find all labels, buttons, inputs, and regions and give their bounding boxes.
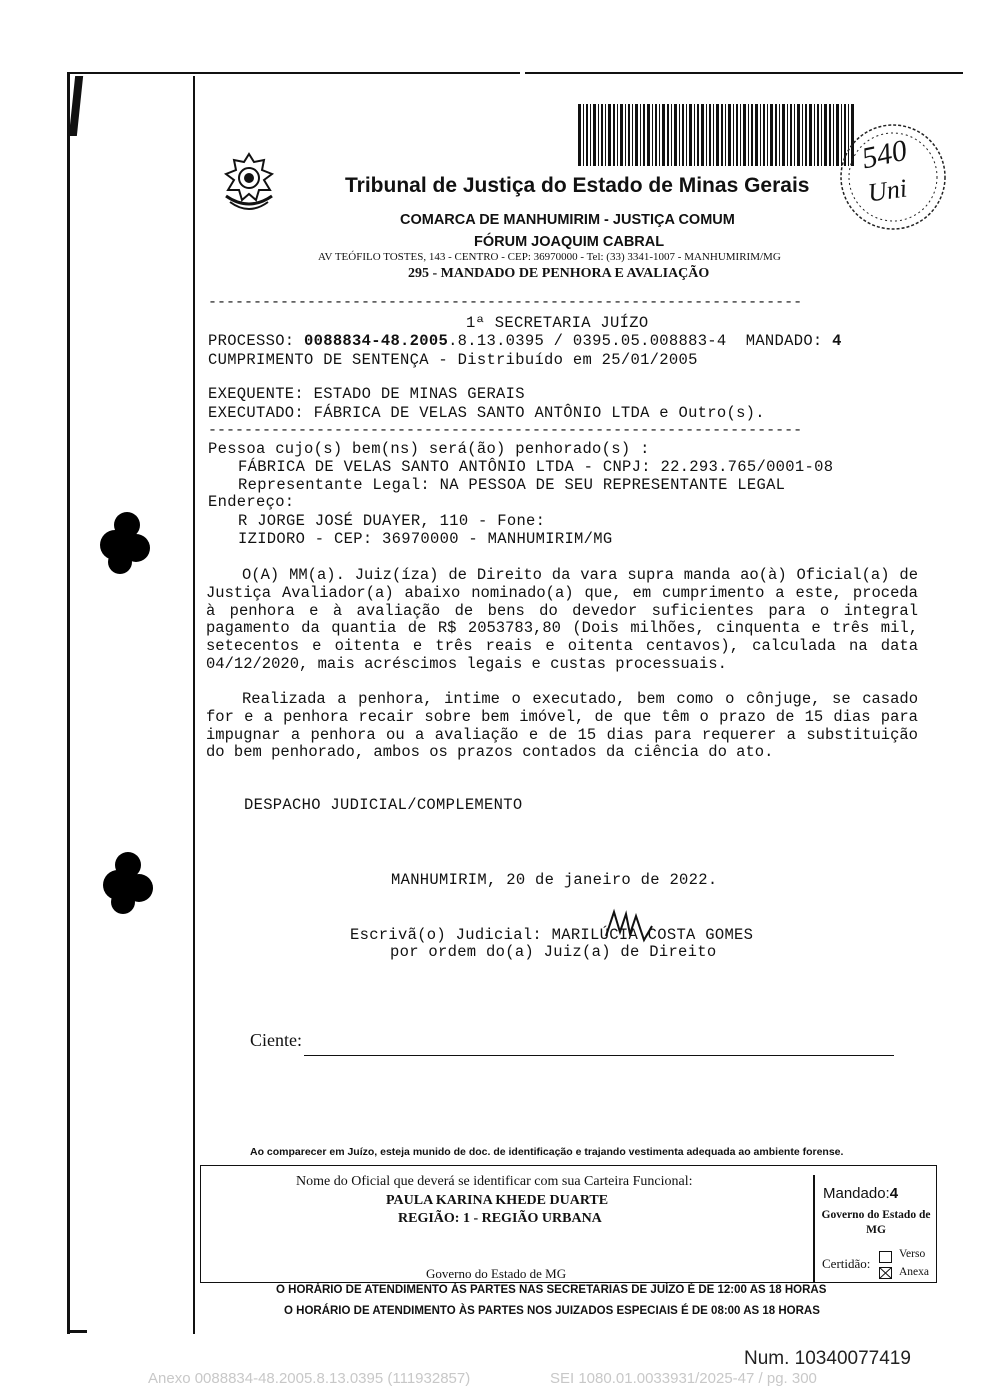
place-date: MANHUMIRIM, 20 de janeiro de 2022. (391, 871, 718, 889)
sei-reference: SEI 1080.01.0033931/2025-47 / pg. 300 (550, 1370, 817, 1387)
processo-rest: .8.13.0395 / 0395.05.008883-4 (448, 332, 727, 350)
document-type: 295 - MANDADO DE PENHORA E AVALIAÇÃO (408, 266, 710, 281)
court-address: AV TEÓFILO TOSTES, 143 - CENTRO - CEP: 36970000 - Tel: (33) 3341-1007 - MANHUMIRIM/MG (318, 251, 781, 263)
punch-hole-top (100, 512, 152, 574)
bottom-left-mark (67, 1330, 87, 1333)
verso-checkbox[interactable] (879, 1251, 892, 1263)
officer-box-divider (813, 1175, 815, 1283)
mandado-number: 4 (832, 332, 842, 350)
anexa-checkbox[interactable] (879, 1267, 892, 1279)
mandado-box-gov: Governo do Estado de MG (821, 1209, 931, 1236)
mandado-box-line (823, 1185, 898, 1202)
forum: FÓRUM JOAQUIM CABRAL (474, 234, 665, 250)
pessoa-company: FÁBRICA DE VELAS SANTO ANTÔNIO LTDA - CNPJ: 22.293.765/0001-08 (238, 458, 834, 476)
endereco-label: Endereço: (208, 493, 295, 511)
mandado-label: MANDADO: (745, 332, 823, 350)
stamp-number: 540 (858, 133, 910, 176)
pessoa-heading: Pessoa cujo(s) bem(ns) será(ão) penhorado(s) : (208, 440, 650, 458)
despacho: DESPACHO JUDICIAL/COMPLEMENTO (244, 796, 523, 814)
inner-margin-line (193, 76, 195, 1334)
por-ordem: por ordem do(a) Juiz(a) de Direito (390, 943, 717, 961)
left-margin-line (67, 72, 70, 1334)
document-num: Num. 10340077419 (744, 1348, 911, 1369)
officer-name: PAULA KARINA KHEDE DUARTE (386, 1193, 609, 1208)
officer-regiao: REGIÃO: 1 - REGIÃO URBANA (398, 1211, 602, 1226)
paragraph-order: O(A) MM(a). Juiz(íza) de Direito da vara supra manda ao(à) Oficial(a) de Justiça Avaliador(a) abaixo nominado(a) que, em cumprimento a este, proceda à penhora e à avaliação de bens do devedor suficientes para o integral pagamento da quantia de R$ 2053783,80 (Dois milhões, cinquenta e três mil, setecentos e oitenta e três reais e oitenta centavos), calculada na data 04/12/2020, mais acréscimos legais e custas processuais. (206, 566, 918, 673)
anexa-label: Anexa (899, 1266, 930, 1278)
top-border-right (525, 72, 963, 74)
handwritten-signature (600, 906, 660, 946)
executado: EXECUTADO: FÁBRICA DE VELAS SANTO ANTÔNIO LTDA e Outro(s). (208, 404, 765, 422)
processo-label: PROCESSO: (208, 332, 295, 350)
stamp (832, 118, 954, 236)
exequente: EXEQUENTE: ESTADO DE MINAS GERAIS (208, 385, 525, 403)
escriva: Escrivã(o) Judicial: MARILÚCIA COSTA GOMES (350, 926, 754, 944)
ciente-label: Ciente: (250, 1030, 302, 1050)
endereco-line1: R JORGE JOSÉ DUAYER, 110 - Fone: (238, 512, 546, 530)
anexo-reference: Anexo 0088834-48.2005.8.13.0395 (111932857) (148, 1370, 471, 1387)
court-name: Tribunal de Justiça do Estado de Minas Gerais (345, 174, 810, 197)
notice: Ao comparecer em Juízo, esteja munido de doc. de identificação e trajando vestimenta adequada ao ambiente forense. (250, 1146, 844, 1158)
verso-label: Verso (899, 1248, 926, 1260)
ciente-signature-line[interactable] (304, 1055, 894, 1056)
top-border-left (67, 72, 520, 74)
officer-footer: Governo do Estado de MG (426, 1266, 567, 1281)
separator-top: ------------------------------------------------------------------ (208, 294, 803, 311)
comarca: COMARCA DE MANHUMIRIM - JUSTIÇA COMUM (400, 212, 735, 228)
separator-middle: ------------------------------------------------------------------ (208, 422, 803, 439)
hours-line1: O HORÁRIO DE ATENDIMENTO ÀS PARTES NAS SECRETARIAS DE JUÍZO É DE 12:00 AS 18 HORAS (276, 1284, 827, 1296)
hours-line2: O HORÁRIO DE ATENDIMENTO ÀS PARTES NOS JUIZADOS ESPECIAIS É DE 08:00 AS 18 HORAS (284, 1305, 820, 1317)
secretaria: 1ª SECRETARIA JUÍZO (466, 314, 649, 332)
margin-mark (69, 76, 83, 136)
mandado-box-number: 4 (889, 1185, 899, 1202)
endereco-line2: IZIDORO - CEP: 36970000 - MANHUMIRIM/MG (238, 530, 613, 548)
cumprimento: CUMPRIMENTO DE SENTENÇA - Distribuído em 25/01/2005 (208, 351, 698, 369)
coat-of-arms-icon (218, 150, 280, 216)
paragraph-intimacao: Realizada a penhora, intime o executado, bem como o cônjuge, se casado for e a penhora recair sobre bem imóvel, de que têm o prazo de 15 dias para impugnar a penhora ou a avaliação e de 15 dias para requerer a substituição do bem penhorado, ambos os prazos contados da ciência do ato. (206, 690, 918, 762)
punch-hole-bottom (103, 852, 155, 914)
mandado-box-label: Mandado: (823, 1185, 890, 1202)
barcode (578, 104, 854, 166)
certidao-label: Certidão: (822, 1256, 871, 1271)
processo-line (208, 332, 842, 350)
processo-number: 0088834-48.2005 (304, 332, 449, 350)
pessoa-representante: Representante Legal: NA PESSOA DE SEU REPRESENTANTE LEGAL (238, 476, 786, 494)
stamp-initials: Uni (866, 173, 909, 208)
officer-heading: Nome do Oficial que deverá se identificar com sua Carteira Funcional: (296, 1174, 693, 1189)
